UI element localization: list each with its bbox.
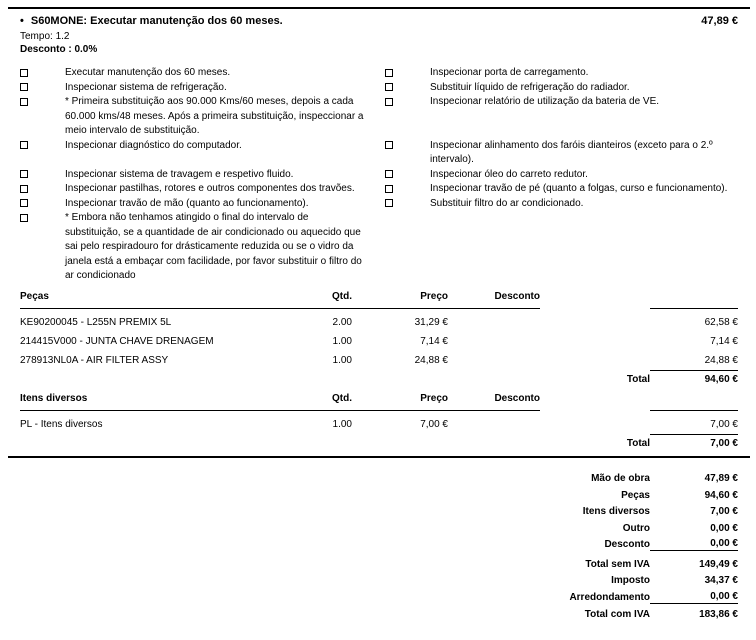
summary-value: 34,37 €: [704, 575, 738, 586]
checklist-item-label: Substituir líquido de refrigeração do radiador.: [430, 81, 630, 93]
summary-value: 94,60 €: [704, 489, 738, 501]
parts-table: [20, 291, 738, 389]
checklist-item-label: Executar manutenção dos 60 meses.: [65, 67, 231, 78]
column-header-discount: Desconto: [494, 290, 540, 302]
job-amount: 47,89 €: [701, 15, 738, 27]
checkbox[interactable]: [20, 83, 28, 91]
summary-row: [20, 535, 738, 552]
checkbox[interactable]: [20, 214, 28, 222]
misc-total-value: 7,00 €: [710, 437, 738, 449]
summary-label: Arredondamento: [569, 591, 650, 603]
checklist-item: [20, 81, 385, 96]
column-header-price: Preço: [420, 392, 448, 404]
summary-label: Total sem IVA: [585, 558, 650, 570]
amount-column-rule: [650, 393, 738, 411]
column-header-price: Preço: [420, 290, 448, 302]
summary-label: Mão de obra: [591, 473, 650, 484]
total-label: Total: [626, 373, 650, 385]
maintenance-checklist: [20, 66, 738, 284]
part-price: 31,29 €: [414, 316, 448, 328]
summary-row: [20, 469, 738, 486]
checklist-item-label: Inspecionar travão de mão (quanto ao funcionamento).: [65, 197, 309, 209]
checklist-item-label: Inspecionar pastilhas, rotores e outros componentes dos travões.: [65, 183, 355, 194]
misc-items-table: [20, 393, 738, 453]
checklist-item: [20, 95, 385, 139]
column-header-misc: Itens diversos: [20, 392, 88, 404]
part-price: 24,88 €: [414, 354, 448, 366]
checklist-item: [20, 211, 385, 284]
summary-value: 0,00 €: [710, 522, 738, 534]
checkbox[interactable]: [385, 141, 393, 149]
misc-item-name: PL - Itens diversos: [20, 418, 103, 430]
job-time: Tempo: 1.2: [20, 31, 70, 42]
checkbox[interactable]: [20, 69, 28, 77]
checklist-item: [385, 81, 738, 96]
part-qty: 1.00: [332, 335, 352, 347]
summary-value: 0,00 €: [650, 538, 738, 551]
part-qty: 2.00: [332, 316, 352, 328]
checklist-row: [20, 95, 738, 139]
section-divider: [8, 456, 750, 458]
summary-value: 149,49 €: [699, 558, 738, 570]
column-header-discount: Desconto: [494, 392, 540, 404]
checkbox[interactable]: [385, 199, 393, 207]
table-row: [20, 351, 738, 370]
summary-value: 183,86 €: [699, 609, 738, 620]
table-row: [20, 313, 738, 332]
summary-value: 47,89 €: [704, 473, 738, 484]
part-name: KE90200045 - L255N PREMIX 5L: [20, 316, 172, 328]
part-name: 214415V000 - JUNTA CHAVE DRENAGEM: [20, 335, 214, 347]
checklist-row: [20, 197, 738, 212]
top-rule: [8, 7, 750, 9]
summary-label: Total com IVA: [584, 609, 650, 620]
bullet-icon: •: [20, 15, 24, 27]
summary-row: [20, 571, 738, 588]
checklist-item-label: Substituir filtro do ar condicionado.: [430, 197, 584, 209]
checklist-item-label: * Primeira substituição aos 90.000 Kms/60 meses, depois a cada 60.000 kms/48 meses. Após a primeira substituição, inspeccionar a meio intervalo de substituição.: [65, 96, 364, 136]
misc-item-qty: 1.00: [332, 418, 352, 430]
summary-row: [20, 587, 738, 604]
summary-value: 0,00 €: [650, 591, 738, 604]
parts-total-row: [20, 371, 738, 389]
checklist-item-label: Inspecionar sistema de refrigeração.: [65, 81, 227, 93]
checkbox[interactable]: [20, 199, 28, 207]
checklist-item: [385, 168, 738, 183]
checkbox[interactable]: [385, 98, 393, 106]
checklist-item-label: Inspecionar óleo do carreto redutor.: [430, 168, 588, 180]
misc-table-header: [20, 393, 738, 411]
misc-item-discount: [448, 415, 540, 434]
part-qty: 1.00: [332, 354, 352, 366]
summary-label: Peças: [621, 489, 650, 501]
summary-row: [20, 518, 738, 535]
table-row: [20, 332, 738, 351]
checkbox[interactable]: [385, 69, 393, 77]
checklist-item: [20, 168, 385, 183]
part-amount: 7,14 €: [710, 335, 738, 347]
checklist-row: [20, 182, 738, 197]
part-name: 278913NL0A - AIR FILTER ASSY: [20, 354, 169, 366]
parts-table-header: [20, 291, 738, 309]
part-discount: [448, 313, 540, 332]
amount-column-rule: [650, 291, 738, 309]
checklist-item: [385, 197, 738, 212]
checklist-item-label: Inspecionar porta de carregamento.: [430, 67, 589, 78]
part-amount: 62,58 €: [704, 316, 738, 328]
checklist-row: [20, 211, 738, 284]
checkbox[interactable]: [20, 141, 28, 149]
summary-value: 7,00 €: [710, 506, 738, 517]
checklist-item: [385, 66, 738, 81]
misc-item-price: 7,00 €: [420, 418, 448, 430]
part-amount: 24,88 €: [704, 354, 738, 366]
checklist-item: [385, 139, 738, 168]
summary-row-grand-total: [20, 605, 738, 622]
checkbox[interactable]: [20, 170, 28, 178]
checklist-item: [385, 95, 738, 110]
checklist-item-label: Inspecionar alinhamento dos faróis dianteiros (exceto para o 2.º intervalo).: [430, 139, 713, 165]
summary-row: [20, 485, 738, 502]
checkbox[interactable]: [385, 83, 393, 91]
summary-label: Imposto: [611, 575, 650, 586]
checklist-item: [20, 197, 385, 212]
checkbox[interactable]: [385, 185, 393, 193]
checklist-row: [20, 139, 738, 168]
summary-label: Itens diversos: [582, 506, 650, 517]
summary-label: Desconto: [604, 539, 650, 550]
table-row: [20, 415, 738, 434]
checklist-item-label: * Embora não tenhamos atingido o final do intervalo de substituição, se a quantidade de air condicionado ou aquecido que sai pelo respiradouro for drásticamente reduzida ou se o vidro da janela está a embaçar com facilidade, por favor substituir o filtro do ar condicionado: [65, 212, 362, 281]
checklist-item-label: Inspecionar sistema de travagem e respetivo fluido.: [65, 168, 294, 180]
checklist-item-label: Inspecionar travão de pé (quanto a folgas, curso e funcionamento).: [430, 183, 728, 194]
part-discount: [448, 351, 540, 370]
checklist-row: [20, 66, 738, 81]
summary-row: [20, 554, 738, 571]
checklist-item: [20, 182, 385, 197]
checkbox[interactable]: [20, 98, 28, 106]
misc-item-amount: 7,00 €: [710, 418, 738, 430]
checklist-item: [20, 66, 385, 81]
total-label: Total: [626, 437, 650, 449]
column-header-parts: Peças: [20, 290, 49, 302]
part-price: 7,14 €: [420, 335, 448, 347]
totals-summary: [20, 469, 738, 622]
checklist-item-label: Inspecionar relatório de utilização da bateria de VE.: [430, 96, 660, 107]
checklist-item: [20, 139, 385, 154]
checklist-item: [385, 182, 738, 197]
column-header-qty: Qtd.: [332, 392, 352, 404]
checklist-row: [20, 81, 738, 96]
checkbox[interactable]: [385, 170, 393, 178]
column-header-qty: Qtd.: [332, 290, 352, 302]
job-discount: Desconto : 0.0%: [20, 44, 98, 55]
checklist-row: [20, 168, 738, 183]
summary-label: Outro: [622, 522, 650, 534]
checkbox[interactable]: [20, 185, 28, 193]
job-title: S60MONE: Executar manutenção dos 60 meses.: [30, 15, 283, 27]
parts-total-value: 94,60 €: [704, 373, 738, 385]
misc-total-row: [20, 435, 738, 453]
part-discount: [448, 332, 540, 351]
summary-row: [20, 502, 738, 519]
checklist-item-label: Inspecionar diagnóstico do computador.: [65, 139, 242, 151]
job-title-row: [20, 15, 738, 28]
